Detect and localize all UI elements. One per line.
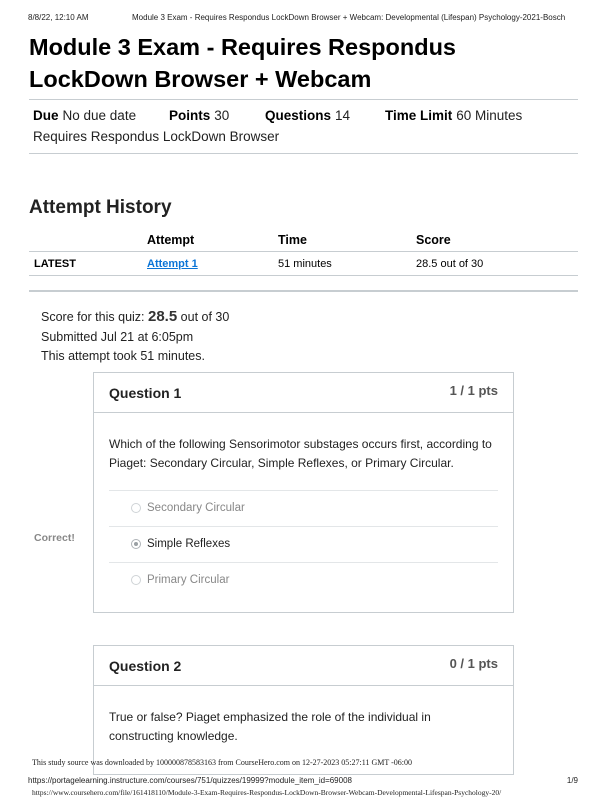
due-value: No due date [62, 108, 137, 123]
print-page-title: Module 3 Exam - Requires Respondus LockDown Browser + Webcam: Developmental (Lifespan) Psychology-2021-Bosch [132, 13, 566, 22]
print-date: 8/8/22, 12:10 AM [28, 13, 89, 22]
questions-label: Questions [265, 108, 332, 123]
column-header-time: Time [278, 233, 307, 247]
radio-button[interactable] [131, 503, 141, 513]
questions-detail [265, 108, 350, 123]
page-title: Module 3 Exam - Requires Respondus LockDown Browser + Webcam [29, 34, 457, 92]
question-header [94, 373, 513, 413]
divider [29, 153, 578, 154]
correct-flag: Correct! [34, 532, 75, 544]
column-header-attempt: Attempt [147, 233, 195, 247]
score-summary [41, 307, 229, 367]
divider [29, 290, 578, 292]
score-line [41, 307, 229, 328]
attempt-history-heading: Attempt History [29, 197, 172, 218]
lockdown-note: Requires Respondus LockDown Browser [33, 129, 280, 144]
coursehero-url: https://www.coursehero.com/file/161418110/Module-3-Exam-Requires-Respondus-LockDown-Browser-Webcam-Developmental-Lifespan-Psychology-20/ [32, 788, 502, 797]
question-title: Question 2 [109, 658, 182, 674]
points-value: 30 [214, 108, 230, 123]
answer-label: Secondary Circular [147, 502, 245, 514]
due-label: Due [33, 108, 59, 123]
question-text: True or false? Piaget emphasized the role of the individual in constructing knowledge. [109, 710, 431, 743]
question-text: Which of the following Sensorimotor substages occurs first, according to Piaget: Secondary Circular, Simple Reflexes, or Primary Circular. [109, 437, 492, 470]
divider [29, 99, 578, 100]
question-header [94, 646, 513, 686]
source-note: This study source was downloaded by 100000878583163 from CourseHero.com on 12-27-2023 05:27:11 GMT -06:00 [32, 758, 412, 767]
attempt-1-link[interactable]: Attempt 1 [147, 258, 198, 270]
table-row [29, 252, 578, 276]
time-limit-label: Time Limit [385, 108, 453, 123]
score-value: 28.5 [148, 308, 178, 325]
question-title: Question 1 [109, 385, 182, 401]
footer-url: https://portagelearning.instructure.com/courses/751/quizzes/19999?module_item_id=69008 [28, 776, 352, 785]
attempt-duration-text: This attempt took 51 minutes. [41, 349, 205, 363]
radio-button[interactable] [131, 575, 141, 585]
page-number: 1/9 [566, 776, 578, 785]
attempt-score: 28.5 out of 30 [416, 258, 484, 270]
answer-option [109, 562, 498, 598]
submitted-text: Submitted Jul 21 at 6:05pm [41, 329, 194, 344]
question-card-1 [93, 372, 514, 613]
points-label: Points [169, 108, 211, 123]
answer-list [109, 490, 498, 598]
score-suffix: out of 30 [177, 310, 230, 324]
attempt-time: 51 minutes [278, 258, 332, 270]
table-header-row [29, 228, 578, 252]
quiz-details [33, 108, 578, 144]
due-detail [33, 108, 136, 123]
answer-option [109, 490, 498, 526]
points-detail [169, 108, 229, 123]
attempt-cell [147, 258, 198, 270]
answer-label: Primary Circular [147, 574, 230, 586]
radio-button-selected[interactable] [131, 539, 141, 549]
answer-option-selected [109, 526, 498, 562]
time-limit-detail [385, 108, 522, 123]
answer-label: Simple Reflexes [147, 538, 231, 550]
question-card-2 [93, 645, 514, 775]
attempt-history-table [29, 228, 578, 276]
latest-label: LATEST [34, 258, 76, 270]
question-points: 1 / 1 pts [449, 383, 498, 398]
questions-value: 14 [335, 108, 351, 123]
column-header-score: Score [416, 233, 451, 247]
question-points: 0 / 1 pts [449, 656, 498, 671]
score-prefix: Score for this quiz: [41, 310, 148, 324]
time-limit-value: 60 Minutes [456, 108, 523, 123]
